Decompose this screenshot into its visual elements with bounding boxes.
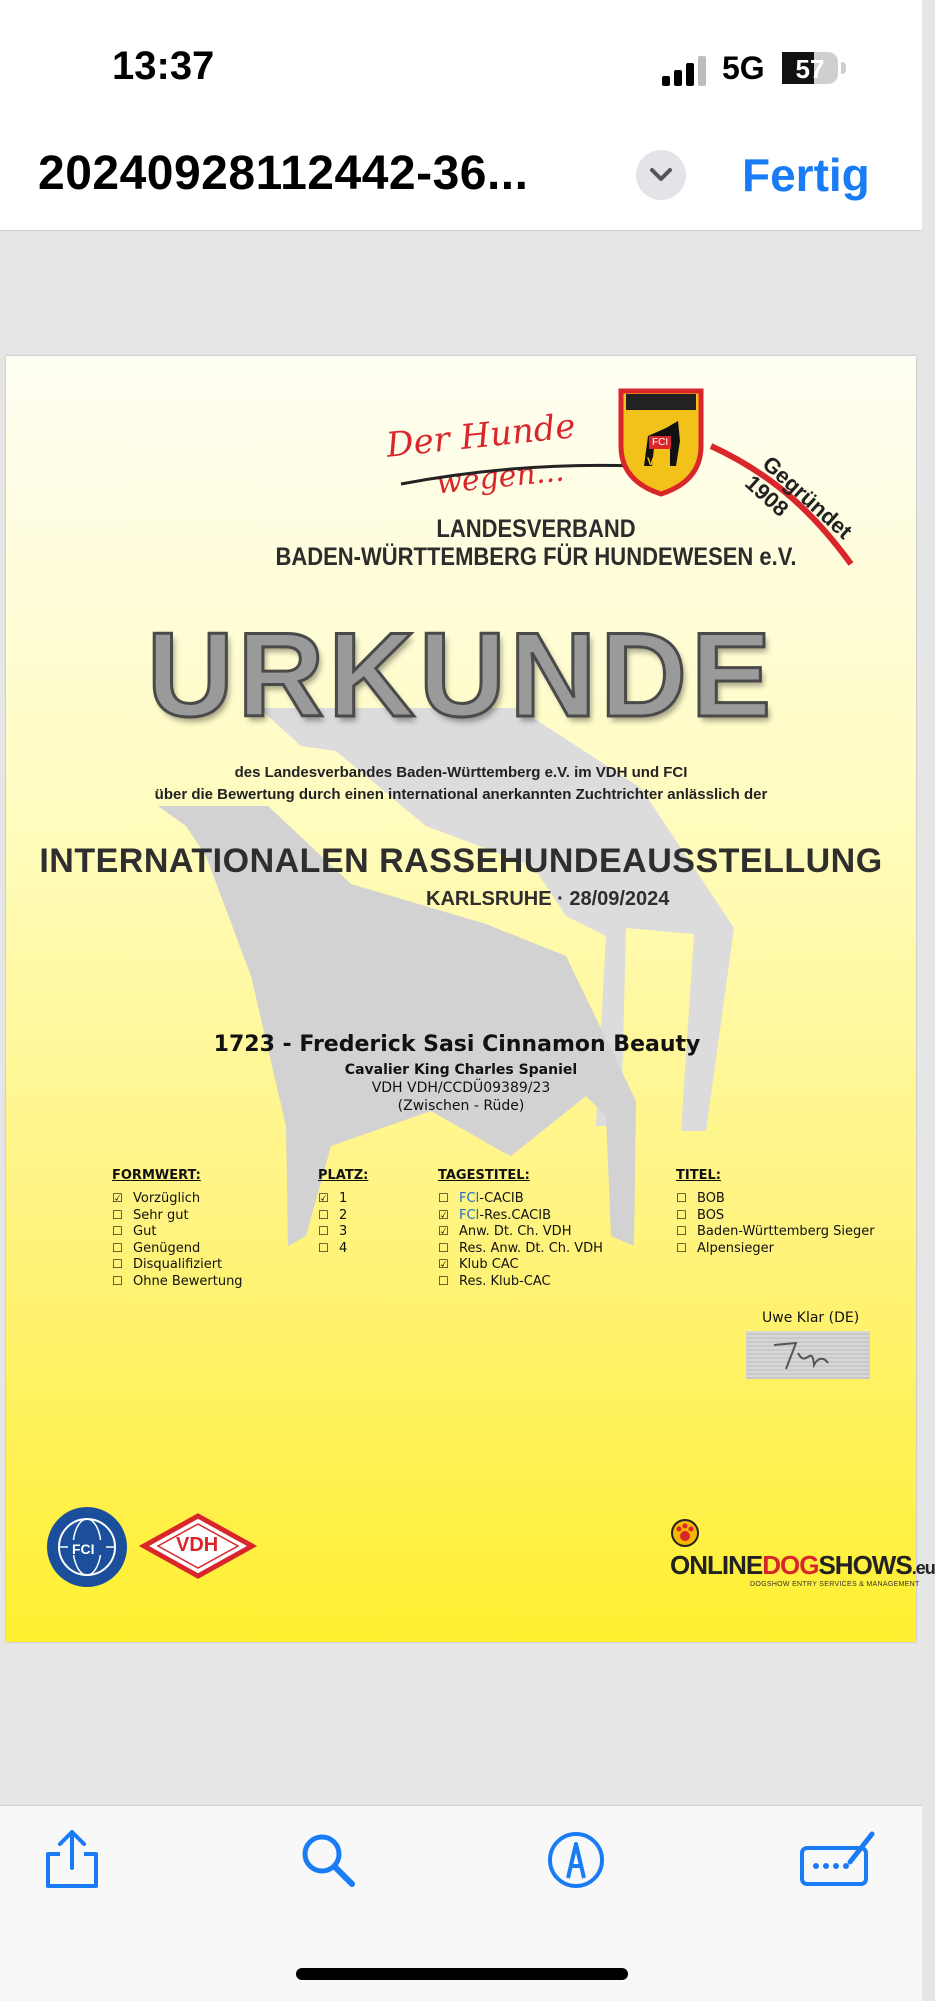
checkbox-icon: ☑	[438, 1224, 449, 1238]
item-label: Vorzüglich	[133, 1191, 201, 1206]
signal-icon	[662, 56, 708, 86]
list-item	[112, 1191, 243, 1208]
nav-bar	[0, 120, 922, 231]
bottom-toolbar	[0, 1805, 922, 2001]
checkbox-icon: ☑	[438, 1207, 449, 1222]
list-item	[112, 1257, 243, 1274]
checkbox-icon: ☑	[112, 1191, 123, 1205]
battery-icon	[782, 52, 838, 84]
checkbox-icon: ☐	[318, 1207, 329, 1222]
list-item	[438, 1191, 603, 1208]
list-item	[112, 1274, 243, 1291]
item-label: 3	[339, 1224, 348, 1239]
ods-tagline: DOGSHOW ENTRY SERVICES & MANAGEMENT	[750, 1581, 920, 1588]
fci-prefix: FCI	[459, 1207, 480, 1223]
network-type: 5G	[722, 50, 765, 86]
status-bar	[0, 0, 922, 120]
item-label: Alpensieger	[697, 1240, 774, 1256]
org-name-line1: LANDESVERBAND	[436, 514, 636, 543]
list-item	[676, 1241, 875, 1258]
intro-line2: über die Bewertung durch einen international anerkannten Zuchtrichter anlässlich der	[154, 786, 768, 803]
slogan-line1: Der Hunde	[384, 406, 578, 466]
list-item	[438, 1224, 603, 1241]
item-label: Ohne Bewertung	[133, 1273, 243, 1289]
item-label: 4	[339, 1240, 348, 1256]
list-item	[438, 1241, 603, 1258]
checkbox-icon: ☐	[676, 1224, 687, 1238]
titel-section	[676, 1168, 875, 1257]
checkbox-icon: ☐	[112, 1273, 123, 1288]
tagestitel-header: TAGESTITEL:	[438, 1168, 530, 1183]
dog-name: 1723 - Frederick Sasi Cinnamon Beauty	[213, 1032, 701, 1057]
done-button[interactable]: Fertig	[742, 149, 870, 201]
item-label: Disqualifiziert	[133, 1257, 223, 1272]
checkbox-icon: ☐	[112, 1207, 123, 1222]
fci-prefix: FCI	[459, 1191, 480, 1206]
intro-line1: des Landesverbandes Baden-Württemberg e.V. im VDH und FCI	[234, 764, 688, 781]
paw-icon	[670, 1518, 700, 1548]
list-item	[438, 1257, 603, 1274]
platz-header: PLATZ:	[318, 1168, 369, 1183]
checkbox-icon: ☐	[112, 1224, 123, 1238]
certificate-heading: URKUNDE	[147, 608, 775, 742]
signature-edit-icon[interactable]	[798, 1828, 878, 1892]
list-item	[676, 1224, 875, 1241]
home-indicator[interactable]	[296, 1968, 628, 1980]
checkbox-icon: ☐	[676, 1240, 687, 1255]
item-label: -Res.CACIB	[479, 1207, 552, 1223]
list-item	[112, 1241, 243, 1258]
fci-logo-text: FCI	[72, 1541, 95, 1557]
document-title[interactable]: 20240928112442-36...	[38, 147, 529, 200]
judge-name: Uwe Klar (DE)	[762, 1310, 860, 1326]
list-item	[438, 1208, 603, 1225]
item-label: Anw. Dt. Ch. VDH	[459, 1224, 572, 1239]
share-icon[interactable]	[40, 1828, 104, 1892]
checkbox-icon: ☐	[676, 1207, 687, 1222]
item-label: 2	[339, 1207, 348, 1223]
checkbox-icon: ☐	[112, 1240, 123, 1255]
checkbox-icon: ☐	[112, 1257, 123, 1271]
titel-header: TITEL:	[676, 1168, 721, 1183]
item-label: Genügend	[133, 1240, 201, 1256]
ods-shows: SHOWS	[818, 1550, 912, 1580]
item-label: Res. Klub-CAC	[459, 1273, 551, 1289]
ods-online: ONLINE	[670, 1550, 763, 1580]
ods-dog: DOG	[762, 1550, 819, 1580]
chevron-down-icon	[649, 165, 673, 185]
checkbox-icon: ☐	[318, 1240, 329, 1255]
checkbox-icon: ☐	[438, 1191, 449, 1205]
founded-text: Gegründet 1908	[740, 450, 858, 544]
platz-section	[318, 1168, 368, 1257]
event-title: INTERNATIONALEN RASSEHUNDEAUSSTELLUNG	[39, 842, 883, 880]
vdh-logo-text: VDH	[176, 1534, 219, 1556]
checkbox-icon: ☑	[438, 1257, 449, 1271]
onlinedogshows-logo	[670, 1518, 935, 1588]
list-item	[318, 1191, 368, 1208]
list-item	[112, 1224, 243, 1241]
checkbox-icon: ☑	[318, 1191, 329, 1205]
battery-level: 57	[795, 54, 825, 84]
markup-pen-icon[interactable]	[544, 1828, 608, 1892]
item-label: Baden-Württemberg Sieger	[697, 1224, 875, 1239]
dog-breed: Cavalier King Charles Spaniel	[344, 1062, 578, 1078]
shield-fci-label: FCI	[649, 436, 671, 449]
slogan-line2: wegen...	[434, 453, 566, 502]
org-name-line2: BADEN-WÜRTTEMBERG FÜR HUNDEWESEN e.V.	[275, 542, 797, 571]
tagestitel-section	[438, 1168, 603, 1290]
ods-tld: .eu	[911, 1558, 935, 1578]
shield-vdh-label: VDH	[647, 456, 671, 468]
dog-class: (Zwischen - Rüde)	[397, 1098, 525, 1114]
item-label: 1	[339, 1191, 348, 1206]
formwert-section	[112, 1168, 243, 1290]
status-time: 13:37	[112, 44, 215, 88]
list-item	[438, 1274, 603, 1291]
item-label: BOS	[697, 1207, 725, 1223]
dog-registration: VDH VDH/CCDÜ09389/23	[371, 1080, 551, 1096]
item-label: Gut	[133, 1224, 157, 1239]
title-menu-button[interactable]	[636, 150, 686, 200]
certificate-page	[6, 356, 935, 1642]
list-item	[112, 1208, 243, 1225]
list-item	[318, 1224, 368, 1241]
item-label: Klub CAC	[459, 1257, 519, 1272]
judge-signature	[746, 1331, 870, 1379]
checkbox-icon: ☐	[438, 1273, 449, 1288]
item-label: Res. Anw. Dt. Ch. VDH	[459, 1240, 603, 1256]
checkbox-icon: ☐	[438, 1240, 449, 1255]
item-label: -CACIB	[479, 1191, 524, 1206]
formwert-header: FORMWERT:	[112, 1168, 201, 1183]
list-item	[676, 1208, 875, 1225]
event-location-date: KARLSRUHE · 28/09/2024	[426, 888, 670, 910]
checkbox-icon: ☐	[676, 1191, 687, 1205]
list-item	[676, 1191, 875, 1208]
checkbox-icon: ☐	[318, 1224, 329, 1238]
item-label: BOB	[697, 1191, 725, 1206]
list-item	[318, 1208, 368, 1225]
item-label: Sehr gut	[133, 1207, 189, 1223]
list-item	[318, 1241, 368, 1258]
search-icon[interactable]	[296, 1828, 360, 1892]
